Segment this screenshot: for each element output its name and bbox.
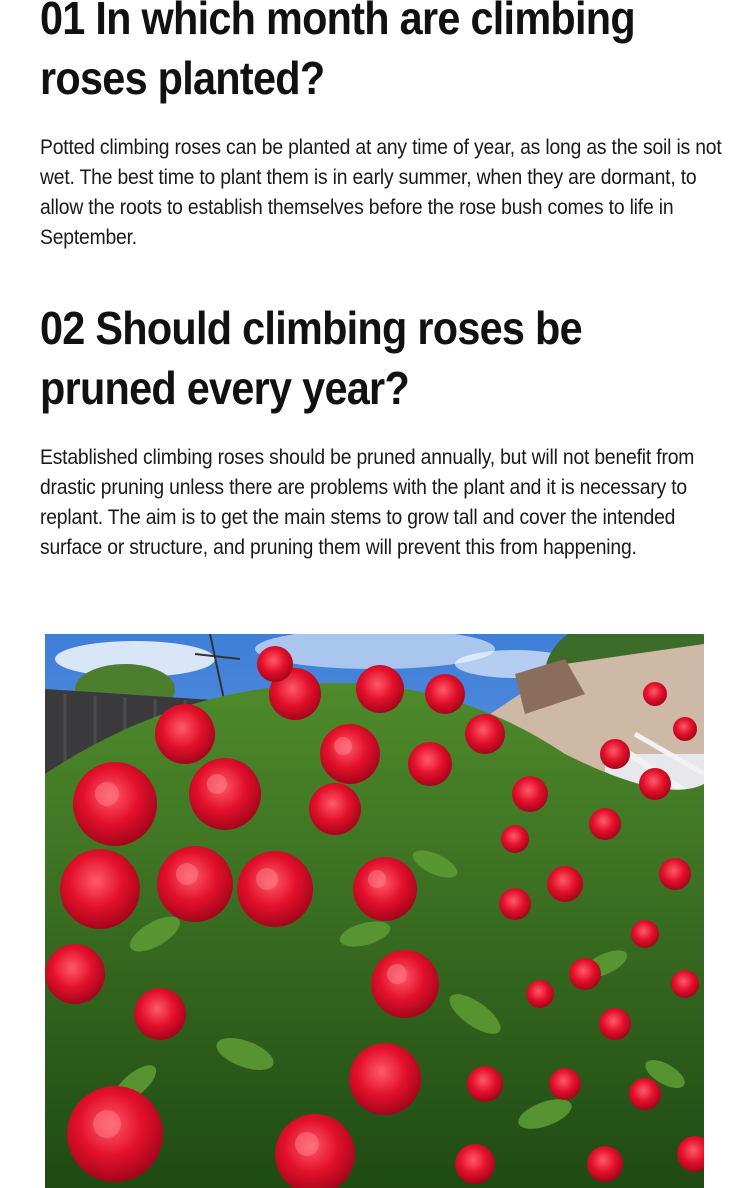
section-1-heading: 01 In which month are climbing roses planted? [40,0,635,104]
section-2-body: Established climbing roses should be pruned annually, but will not benefit from drastic pruning unless there are problems with the plant and it is necessary to replant. The aim is to get the main stems to grow tall and cover the intended surface or structure, and pruning them will prevent this from happening. [40,446,695,559]
section-2-heading: 02 Should climbing roses be pruned every year? [40,302,582,414]
section-1-body: Potted climbing roses can be planted at any time of year, as long as the soil is not wet. The best time to plant them is in early summer, when they are dormant, to allow the roots to establish themselves before the rose bush comes to life in September. [40,136,722,249]
climbing-roses-photo [45,634,704,1188]
